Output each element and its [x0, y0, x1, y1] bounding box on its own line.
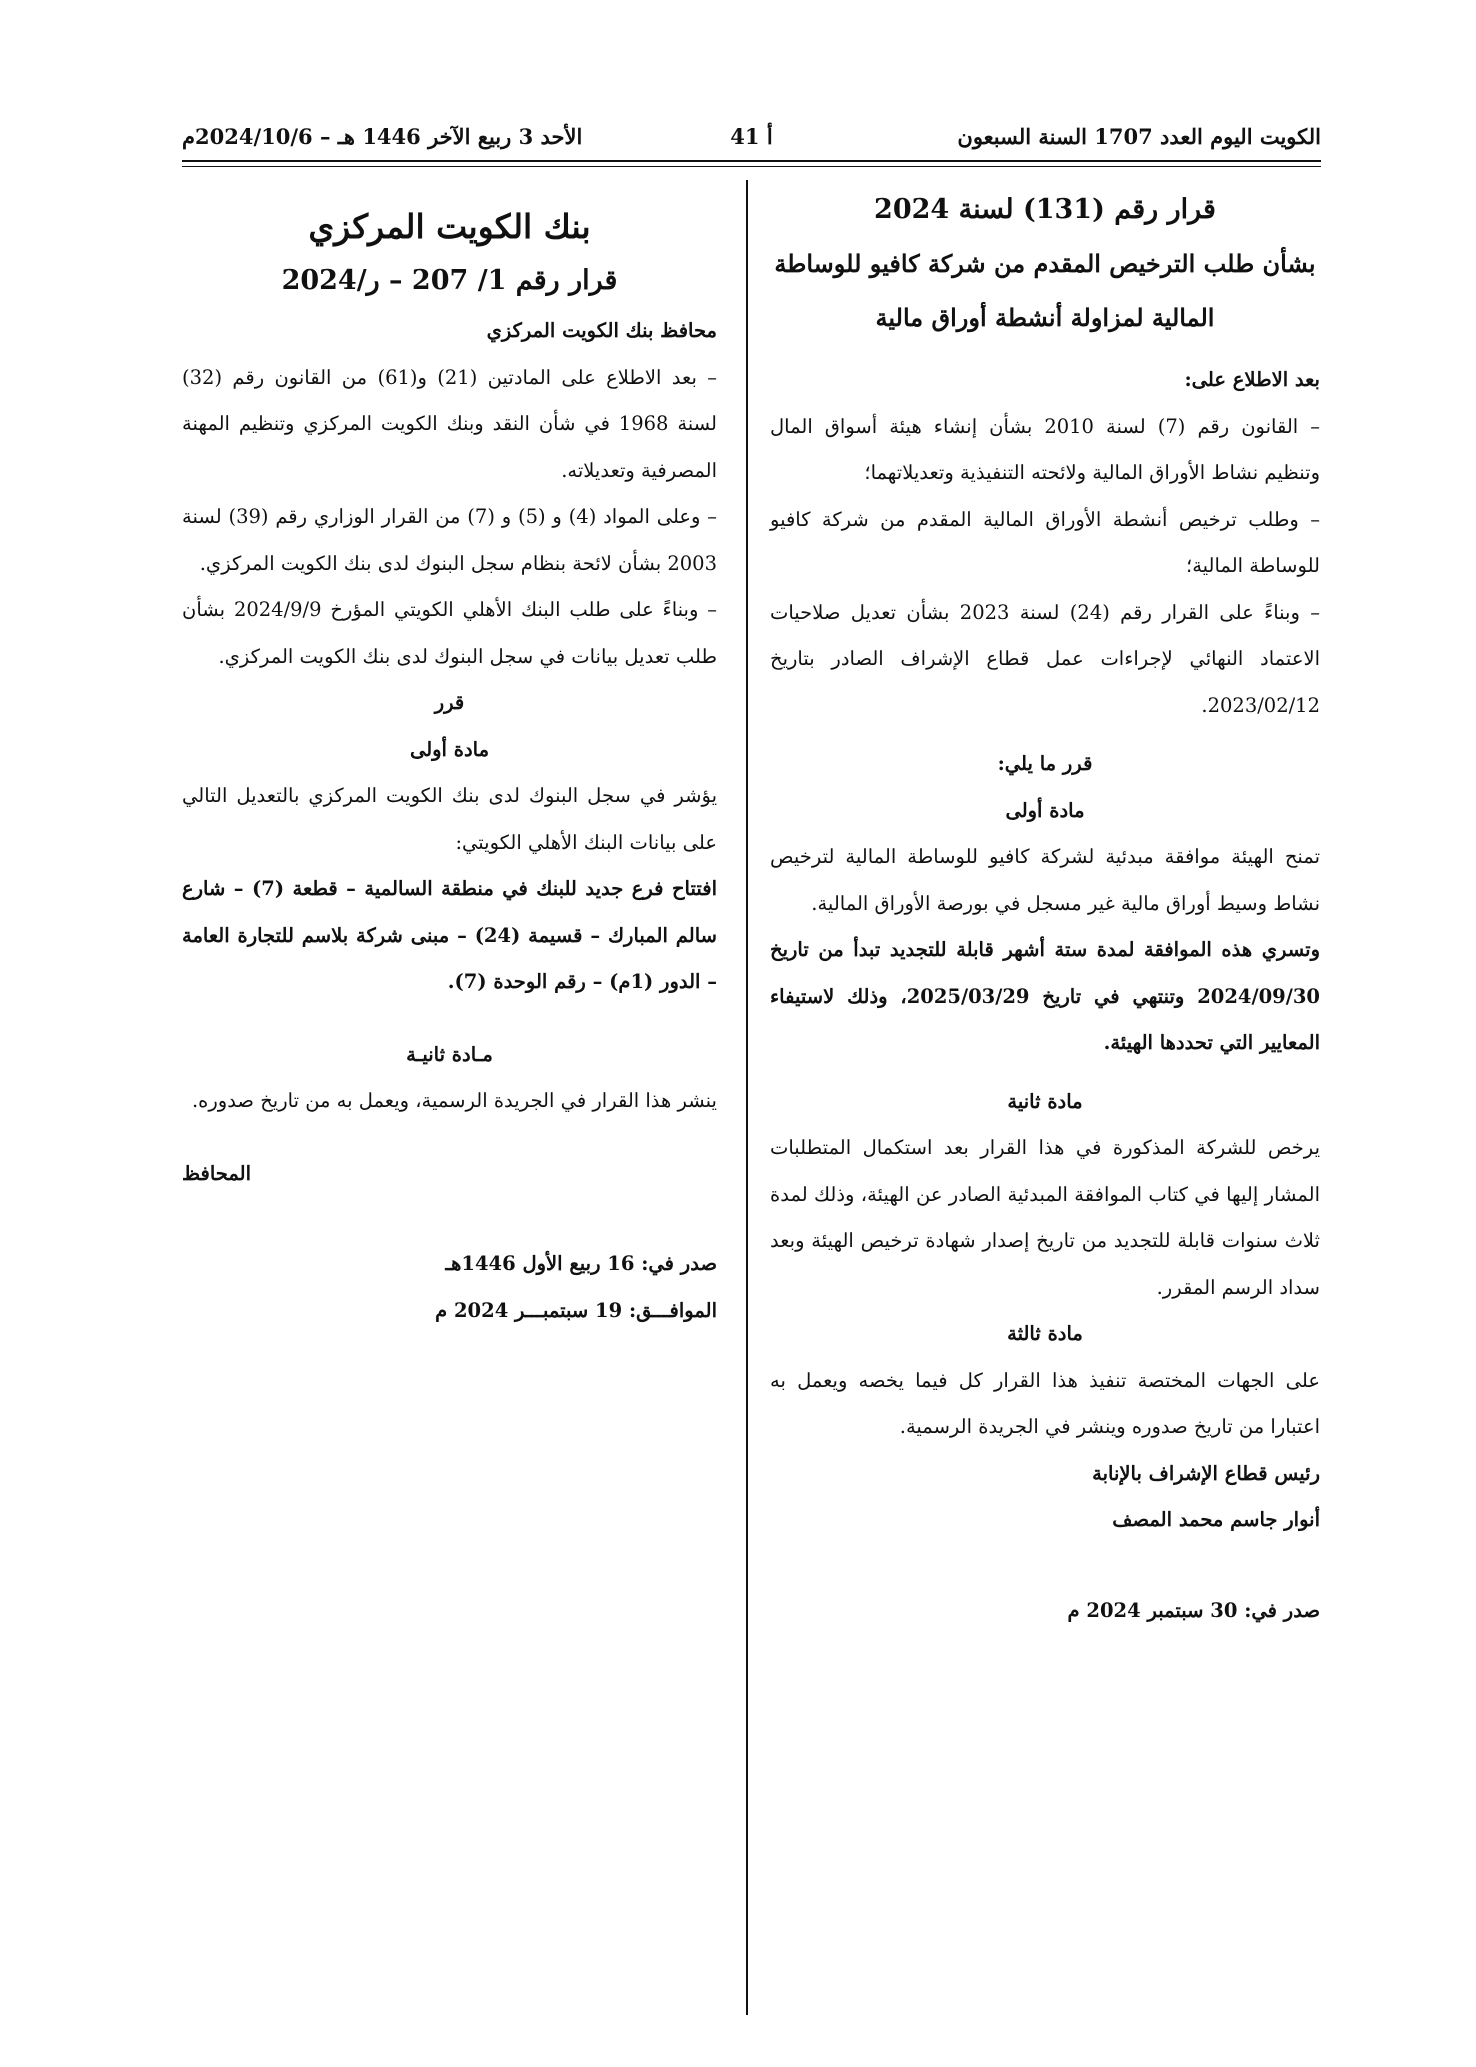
cbk-article-1-paragraph-1: يؤشر في سجل البنوك لدى بنك الكويت المركزي بالتعديل التالي على بيانات البنك الأهلي الكويتي: — [182, 784, 717, 854]
article-2-title: مادة ثانية — [1007, 1089, 1083, 1113]
cbk-review-item-nbk-request: – وبناءً على طلب البنك الأهلي الكويتي المؤرخ 2024/9/9 بشأن طلب تعديل بيانات في سجل البنوك لدى بنك الكويت المركزي. — [182, 598, 717, 668]
cbk-decision-title: قرار رقم 1/ 207 – ر/2024 — [281, 265, 618, 296]
article-3-text: على الجهات المختصة تنفيذ هذا القرار كل فيما يخصه ويعمل به اعتبارا من تاريخ صدوره وينشر في الجريدة الرسمية. — [770, 1368, 1320, 1438]
issue-date: صدر في: 30 سبتمبر 2024 م — [1067, 1598, 1320, 1622]
header-date: الأحد 3 ربيع الآخر 1446 هـ – 2024/10/6م — [182, 124, 583, 149]
cbk-decided-label: قرر — [434, 691, 465, 714]
cbk-article-1-paragraph-2: افتتاح فرع جديد للبنك في منطقة السالمية – قطعة (7) – شارع سالم المبارك – قسيمة (24) – مبنى شركة بلاسم للتجارة العامة – الدور (1م) – رقم الوحدة (7). — [182, 877, 717, 993]
after-review-label: بعد الاطلاع على: — [1184, 368, 1320, 391]
page-header — [182, 120, 1321, 154]
cbk-issued-hijri: صدر في: 16 ربيع الأول 1446هـ — [445, 1252, 717, 1275]
review-item-license-request: – وطلب ترخيص أنشطة الأوراق المالية المقدم من شركة كافيو للوساطة المالية؛ — [770, 507, 1320, 577]
decision-131-subtitle-line2: المالية لمزاولة أنشطة أوراق مالية — [875, 303, 1215, 332]
signer-name: أنوار جاسم محمد المصف — [1112, 1508, 1320, 1531]
article-1-paragraph-2: وتسري هذه الموافقة لمدة ستة أشهر قابلة للتجديد تبدأ من تاريخ 2024/09/30 وتنتهي في تاريخ 2025/03/29، وذلك لاستيفاء المعايير التي تحددها الهيئة. — [770, 938, 1320, 1054]
cbk-review-item-law-32: – بعد الاطلاع على المادتين (21) و(61) من القانون رقم (32) لسنة 1968 في شأن النقد وبنك الكويت المركزي وتنظيم المهنة المصرفية وتعديلاته. — [182, 365, 717, 482]
review-item-decision-24: – وبناءً على القرار رقم (24) لسنة 2023 بشأن تعديل صلاحيات الاعتماد النهائي لإجراءات عمل قطاع الإشراف الصادر بتاريخ 2023/02/12. — [770, 600, 1320, 717]
article-1-title: مادة أولى — [1005, 798, 1085, 822]
cbk-review-item-resolution-39: – وعلى المواد (4) و (5) و (7) من القرار الوزاري رقم (39) لسنة 2003 بشأن لائحة بنظام سجل البنوك لدى بنك الكويت المركزي. — [182, 505, 718, 575]
signer-title: رئيس قطاع الإشراف بالإنابة — [1092, 1461, 1320, 1485]
cbk-heading: بنك الكويت المركزي — [308, 207, 591, 246]
header-issue-info: الكويت اليوم العدد 1707 السنة السبعون — [957, 124, 1321, 149]
left-column-cbk-decision — [182, 200, 717, 1334]
cbk-article-1-title: مادة أولى — [409, 737, 490, 761]
decided-label: قرر ما يلي: — [997, 752, 1093, 775]
article-1-paragraph-1: تمنح الهيئة موافقة مبدئية لشركة كافيو للوساطة المالية لترخيص نشاط وسيط أوراق مالية غير مسجل في بورصة الأوراق المالية. — [770, 845, 1320, 915]
article-2-text: يرخص للشركة المذكورة في هذا القرار بعد استكمال المتطلبات المشار إليها في كتاب الموافقة المبدئية الصادر عن الهيئة، وذلك لمدة ثلاث سنوات قابلة للتجديد من تاريخ إصدار شهادة ترخيص الهيئة وبعد سداد الرسم المقرر. — [770, 1136, 1320, 1299]
cbk-article-2-text: ينشر هذا القرار في الجريدة الرسمية، ويعمل به من تاريخ صدوره. — [191, 1089, 717, 1112]
cbk-signer: المحافظ — [182, 1161, 251, 1185]
cbk-issued-gregorian: الموافـــق: 19 سبتمبـــر 2024 م — [435, 1298, 717, 1322]
decision-131-title: قرار رقم (131) لسنة 2024 — [874, 194, 1216, 225]
article-3-title: مادة ثالثة — [1007, 1322, 1083, 1345]
review-item-law-7: – القانون رقم (7) لسنة 2010 بشأن إنشاء هيئة أسواق المال وتنظيم نشاط الأوراق المالية ولائحته التنفيذية وتعديلاتهما؛ — [770, 414, 1320, 484]
decision-131-subtitle-line1: بشأن طلب الترخيص المقدم من شركة كافيو للوساطة — [774, 249, 1316, 278]
cbk-issuer: محافظ بنك الكويت المركزي — [486, 319, 717, 342]
column-divider — [746, 180, 748, 2015]
header-page-number: أ 41 — [730, 124, 773, 149]
cbk-article-2-title: مـادة ثانيـة — [406, 1042, 493, 1066]
right-column-decision-131 — [770, 183, 1320, 1634]
header-rule-thin — [182, 166, 1321, 167]
header-rule-thick — [182, 160, 1321, 162]
